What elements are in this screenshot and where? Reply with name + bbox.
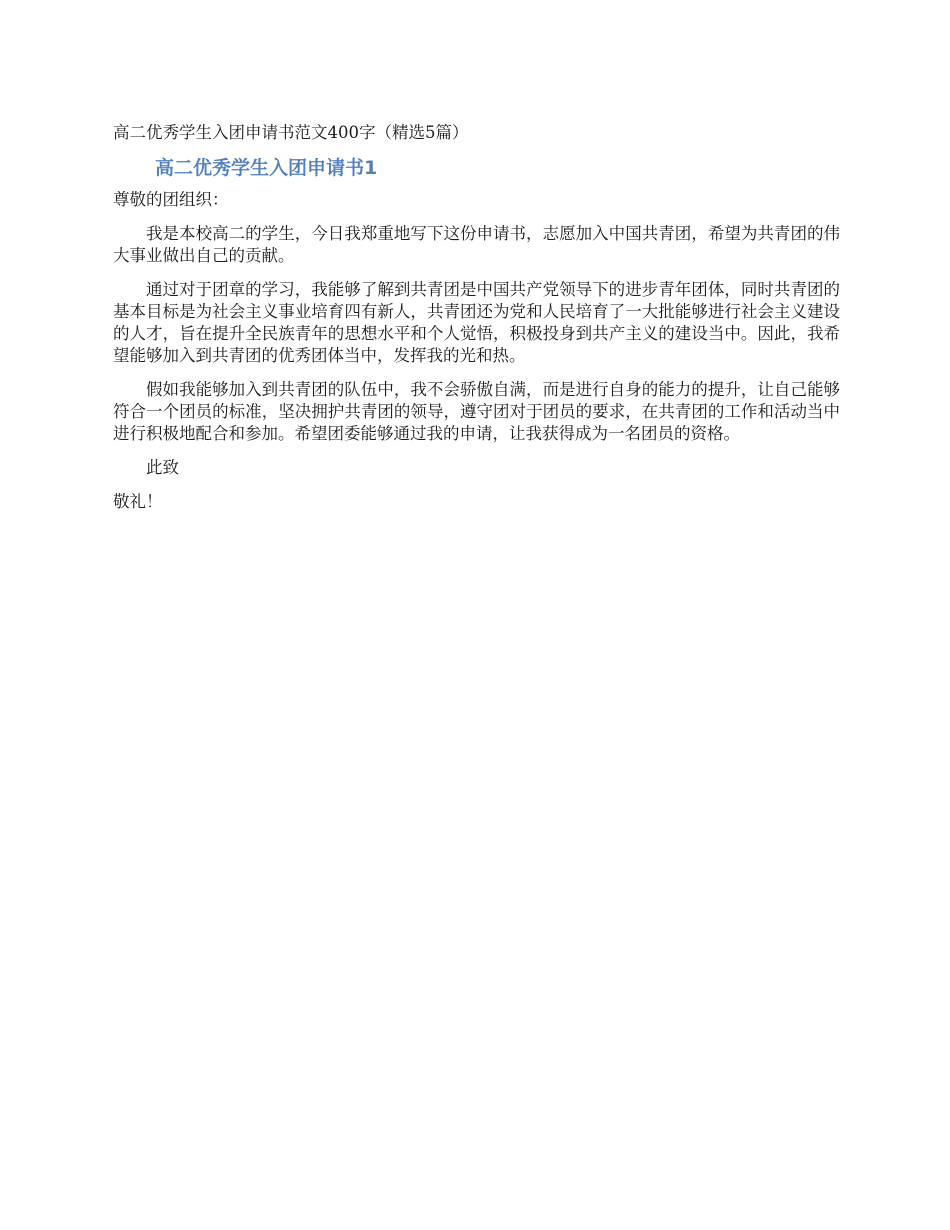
closing-line: 此致 [146,458,179,477]
salutation: 尊敬的团组织： [113,190,229,209]
body-paragraph-3: 假如我能够加入到共青团的队伍中，我不会骄傲自满，而是进行自身的能力的提升，让自己能够符合一个团员的标准，坚决拥护共青团的领导，遵守团对于团员的要求，在共青团的工作和活动当中进行积极地配合和参加。希望团委能够通过我的申请，让我获得成为一名团员的资格。 [113,380,840,443]
closing-salute: 敬礼！ [113,492,163,511]
document-title: 高二优秀学生入团申请书范文400字（精选5篇） [113,123,469,142]
section-heading: 高二优秀学生入团申请书1 [155,157,378,179]
body-paragraph-2: 通过对于团章的学习，我能够了解到共青团是中国共产党领导下的进步青年团体，同时共青团的基本目标是为社会主义事业培育四有新人，共青团还为党和人民培育了一大批能够进行社会主义建设的人才，旨在提升全民族青年的思想水平和个人觉悟，积极投身到共产主义的建设当中。因此，我希望能够加入到共青团的优秀团体当中，发挥我的光和热。 [113,280,840,365]
document-page [113,122,840,525]
body-paragraph-1: 我是本校高二的学生，今日我郑重地写下这份申请书，志愿加入中国共青团，希望为共青团的伟大事业做出自己的贡献。 [113,224,840,265]
